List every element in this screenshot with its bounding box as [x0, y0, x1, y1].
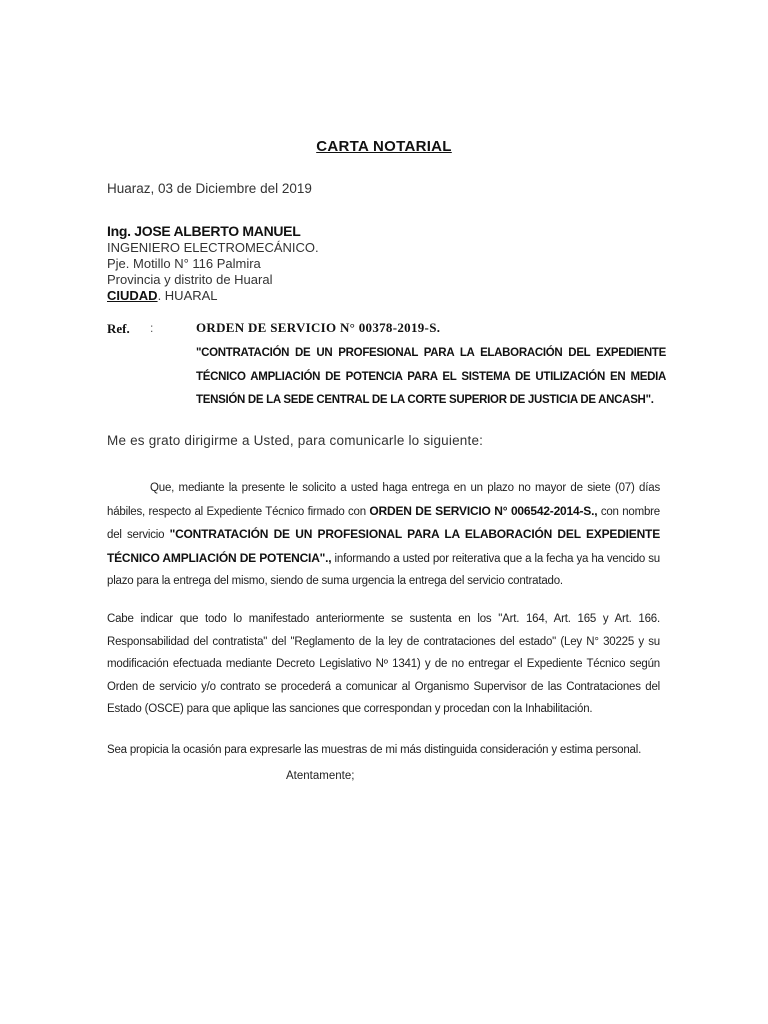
body-paragraph-3: Sea propicia la ocasión para expresarle las muestras de mi más distinguida consideración y estima personal. — [107, 744, 642, 756]
addressee-block — [107, 222, 319, 304]
body-paragraph-1 — [107, 477, 660, 593]
addressee-name: Ing. JOSE ALBERTO MANUEL — [107, 223, 301, 239]
closing: Atentamente; — [286, 770, 355, 782]
city-label: CIUDAD — [107, 288, 158, 303]
reference-label: Ref. — [107, 321, 130, 336]
paragraph-1-service: "CONTRATACIÓN DE UN PROFESIONAL PARA LA ELABORACIÓN DEL EXPEDIENTE TÉCNICO AMPLIACIÓN DE POTENCIA"., — [107, 527, 660, 565]
reference-block — [196, 320, 666, 413]
letter-date: Huaraz, 03 de Diciembre del 2019 — [107, 181, 312, 196]
paragraph-1-text-c: informando a usted por reiterativa que a la fecha ya ha vencido su plazo para la entrega del mismo, siendo de suma urgencia la entrega del servicio contratado. — [107, 552, 660, 587]
body-paragraph-2: Cabe indicar que todo lo manifestado anteriormente se sustenta en los "Art. 164, Art. 165 y Art. 166. Responsabilidad del contratista" del "Reglamento de la ley de contrataciones del estado" (Ley N° 30225 y su modificación efectuada mediante Decreto Legislativo Nº 1341) y de no entregar el Expediente Técnico según Orden de servicio y/o contrato se procederá a comunicar al Organismo Supervisor de las Contrataciones del Estado (OSCE) para que aplique las sanciones que correspondan y procedan con la Inhabilitación. — [107, 613, 660, 715]
greeting: Me es grato dirigirme a Usted, para comunicarle lo siguiente: — [107, 433, 484, 448]
addressee-profession: INGENIERO ELECTROMECÁNICO. — [107, 240, 319, 255]
addressee-city — [107, 288, 319, 304]
letter-title: CARTA NOTARIAL — [316, 138, 452, 155]
paragraph-1-text-b: con nombre del servicio — [107, 505, 661, 541]
addressee-province: Provincia y distrito de Huaral — [107, 272, 273, 287]
paragraph-1-text-a: Que, mediante la presente le solicito a usted haga entrega en un plazo no mayor de siete (07) días hábiles, respecto al Expediente Técnico firmado con — [107, 482, 660, 518]
city-value: . HUARAL — [157, 288, 218, 303]
reference-colon: : — [150, 321, 154, 335]
reference-order: ORDEN DE SERVICIO N° 00378-2019-S. — [196, 320, 441, 335]
addressee-street: Pje. Motillo N° 116 Palmira — [107, 256, 261, 271]
reference-subject: "CONTRATACIÓN DE UN PROFESIONAL PARA LA ELABORACIÓN DEL EXPEDIENTE TÉCNICO AMPLIACIÓN DE POTENCIA PARA EL SISTEMA DE UTILIZACIÓN EN MEDIA TENSIÓN DE LA SEDE CENTRAL DE LA CORTE SUPERIOR DE JUSTICIA DE ANCASH". — [196, 347, 666, 406]
paragraph-1-order: ORDEN DE SERVICIO N° 006542-2014-S., — [369, 503, 598, 518]
